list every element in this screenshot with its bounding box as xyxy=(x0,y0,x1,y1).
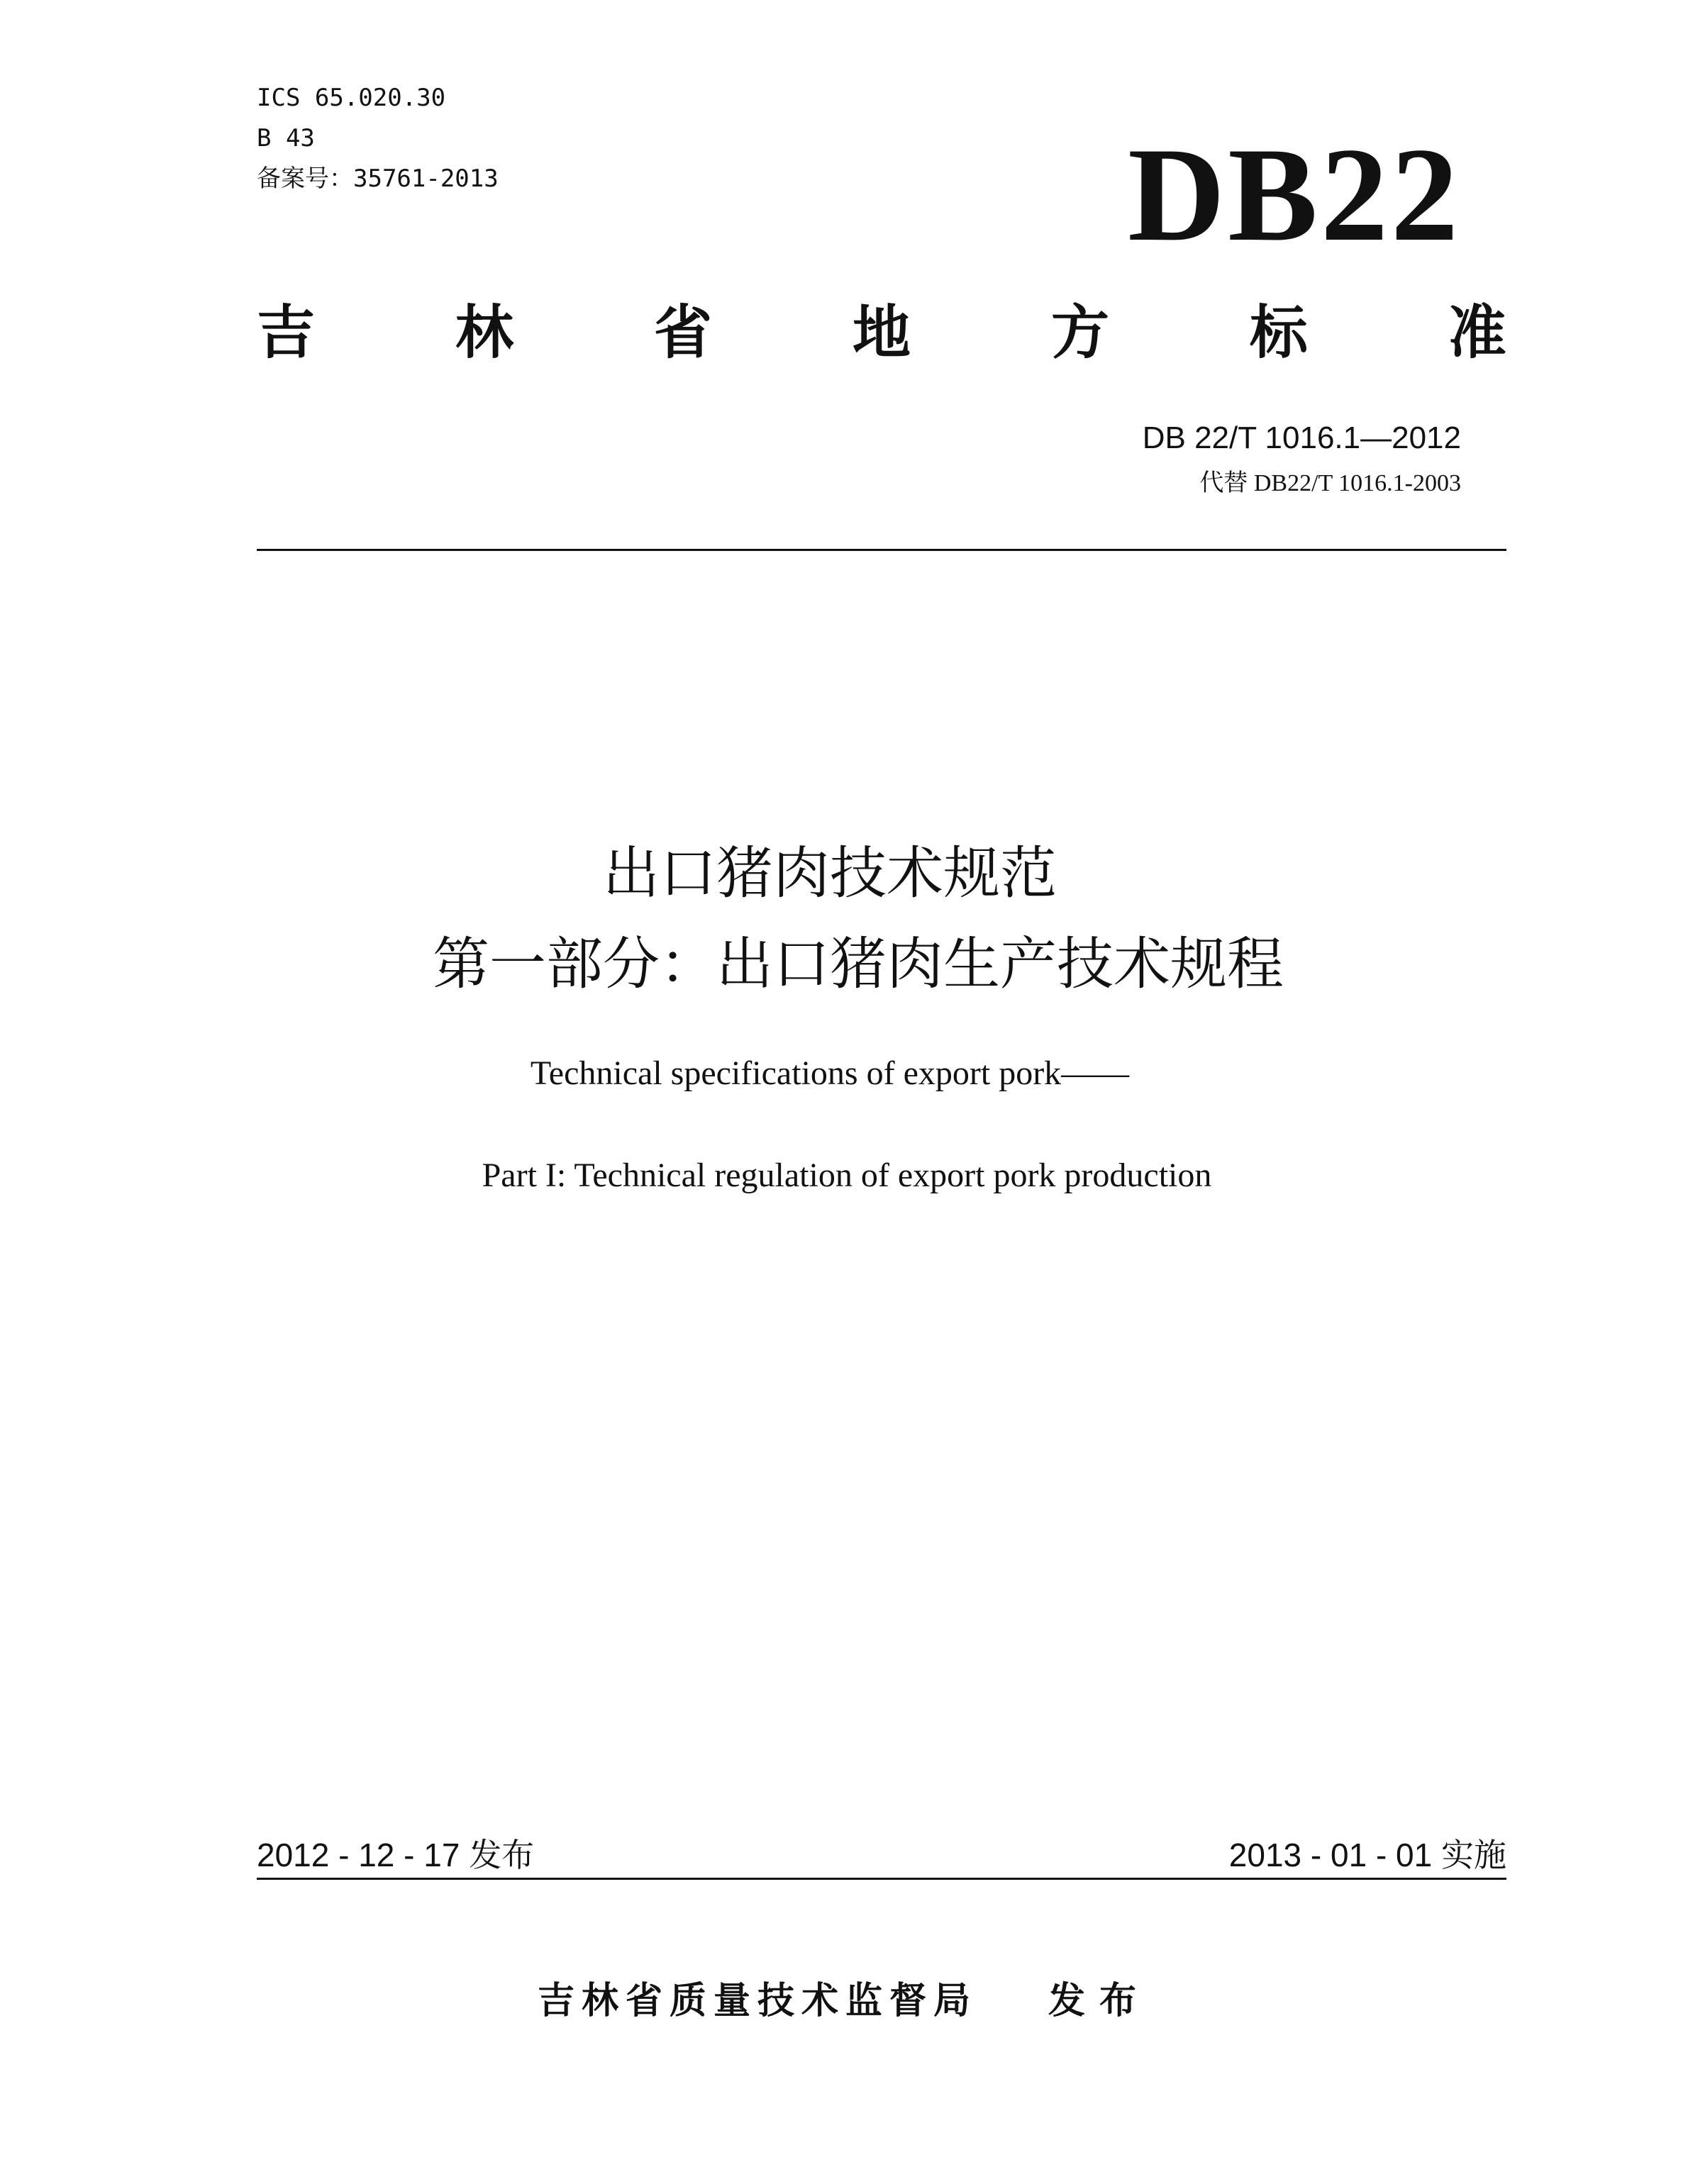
issuer-name: 吉林省质量技术监督局 xyxy=(537,1980,977,2022)
issuer-action: 发布 xyxy=(1048,1980,1151,2022)
standard-type-char: 吉 xyxy=(257,299,316,367)
title-english-line-2: Part I: Technical regulation of export pork production xyxy=(482,1157,1212,1194)
ics-code: ICS 65.020.30 xyxy=(257,84,446,112)
standard-type-heading xyxy=(257,298,1506,369)
ccs-code: B 43 xyxy=(257,124,315,152)
standard-number: DB 22/T 1016.1—2012 xyxy=(1142,420,1461,455)
replaces-standard: 代替 DB22/T 1016.1-2003 xyxy=(1199,470,1461,496)
footer-divider xyxy=(257,1878,1506,1880)
header-divider xyxy=(257,549,1506,551)
standard-type-char: 方 xyxy=(1050,299,1109,367)
standard-type-char: 林 xyxy=(455,299,513,367)
title-english-line-1: Technical specifications of export pork—— xyxy=(530,1054,1130,1092)
issue-date: 2012 - 12 - 17 发布 xyxy=(257,1837,535,1873)
issuer xyxy=(0,1978,1688,2024)
standard-type-char: 省 xyxy=(653,299,712,367)
filing-number: 备案号：35761-2013 xyxy=(257,165,499,193)
db-mark: DB22 xyxy=(1128,121,1461,269)
title-chinese-line-2: 第一部分：出口猪肉生产技术规程 xyxy=(433,931,1284,997)
standard-type-char: 准 xyxy=(1448,299,1506,367)
standard-type-char: 标 xyxy=(1249,299,1308,367)
implementation-date: 2013 - 01 - 01 实施 xyxy=(1228,1837,1506,1873)
standard-type-char: 地 xyxy=(852,299,911,367)
title-chinese-line-1: 出口猪肉技术规范 xyxy=(603,840,1057,906)
